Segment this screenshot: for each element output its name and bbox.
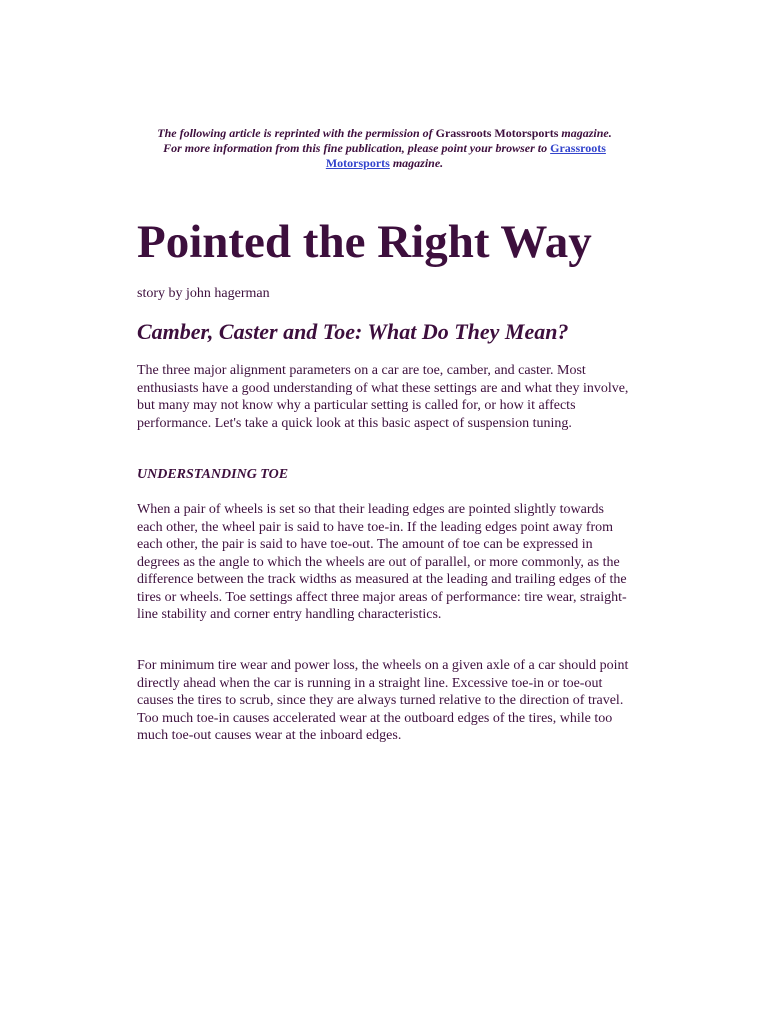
magazine-link[interactable]: Grassroots Motorsports bbox=[325, 141, 606, 170]
magazine-name: Grassroots Motorsports bbox=[435, 126, 559, 140]
reprint-notice bbox=[137, 126, 632, 171]
article-subtitle: Camber, Caster and Toe: What Do They Mean? bbox=[137, 319, 569, 344]
more-info-text: For more information from this fine publication, please point your browser to bbox=[163, 141, 548, 155]
section-heading-toe: UNDERSTANDING TOE bbox=[137, 467, 289, 482]
paragraph-intro: The three major alignment parameters on a car are toe, camber, and caster. Most enthusiasts have a good understanding of what these settings are and what they involve, but many may not know why a particular setting is called for, or how it affects performance. Let's take a quick look at this basic aspect of suspension tuning. bbox=[137, 363, 629, 431]
reprint-notice-suffix: magazine. bbox=[561, 126, 612, 140]
paragraph-toe-definition: When a pair of wheels is set so that their leading edges are pointed slightly towards each other, the wheel pair is said to have toe-in. If the leading edges point away from each other, the pair is said to have toe-out. The amount of toe can be expressed in degrees as the angle to which the wheels are out of parallel, or more commonly, as the difference between the track widths as measured at the leading and trailing edges of the tires or wheels. Toe settings affect three major areas of performance: tire wear, straight-line stability and corner entry handling characteristics. bbox=[137, 502, 627, 622]
paragraph-tire-wear: For minimum tire wear and power loss, the wheels on a given axle of a car should point directly ahead when the car is running in a straight line. Excessive toe-in or toe-out causes the tires to scrub, since they are always turned relative to the direction of travel. Too much toe-in causes accelerated wear at the outboard edges of the tires, while too much toe-out causes wear at the inboard edges. bbox=[137, 658, 629, 743]
article-title: Pointed the Right Way bbox=[137, 216, 592, 268]
reprint-notice-text: The following article is reprinted with the permission of bbox=[157, 126, 433, 140]
more-info-suffix: magazine. bbox=[392, 156, 444, 170]
byline: story by john hagerman bbox=[137, 286, 270, 301]
